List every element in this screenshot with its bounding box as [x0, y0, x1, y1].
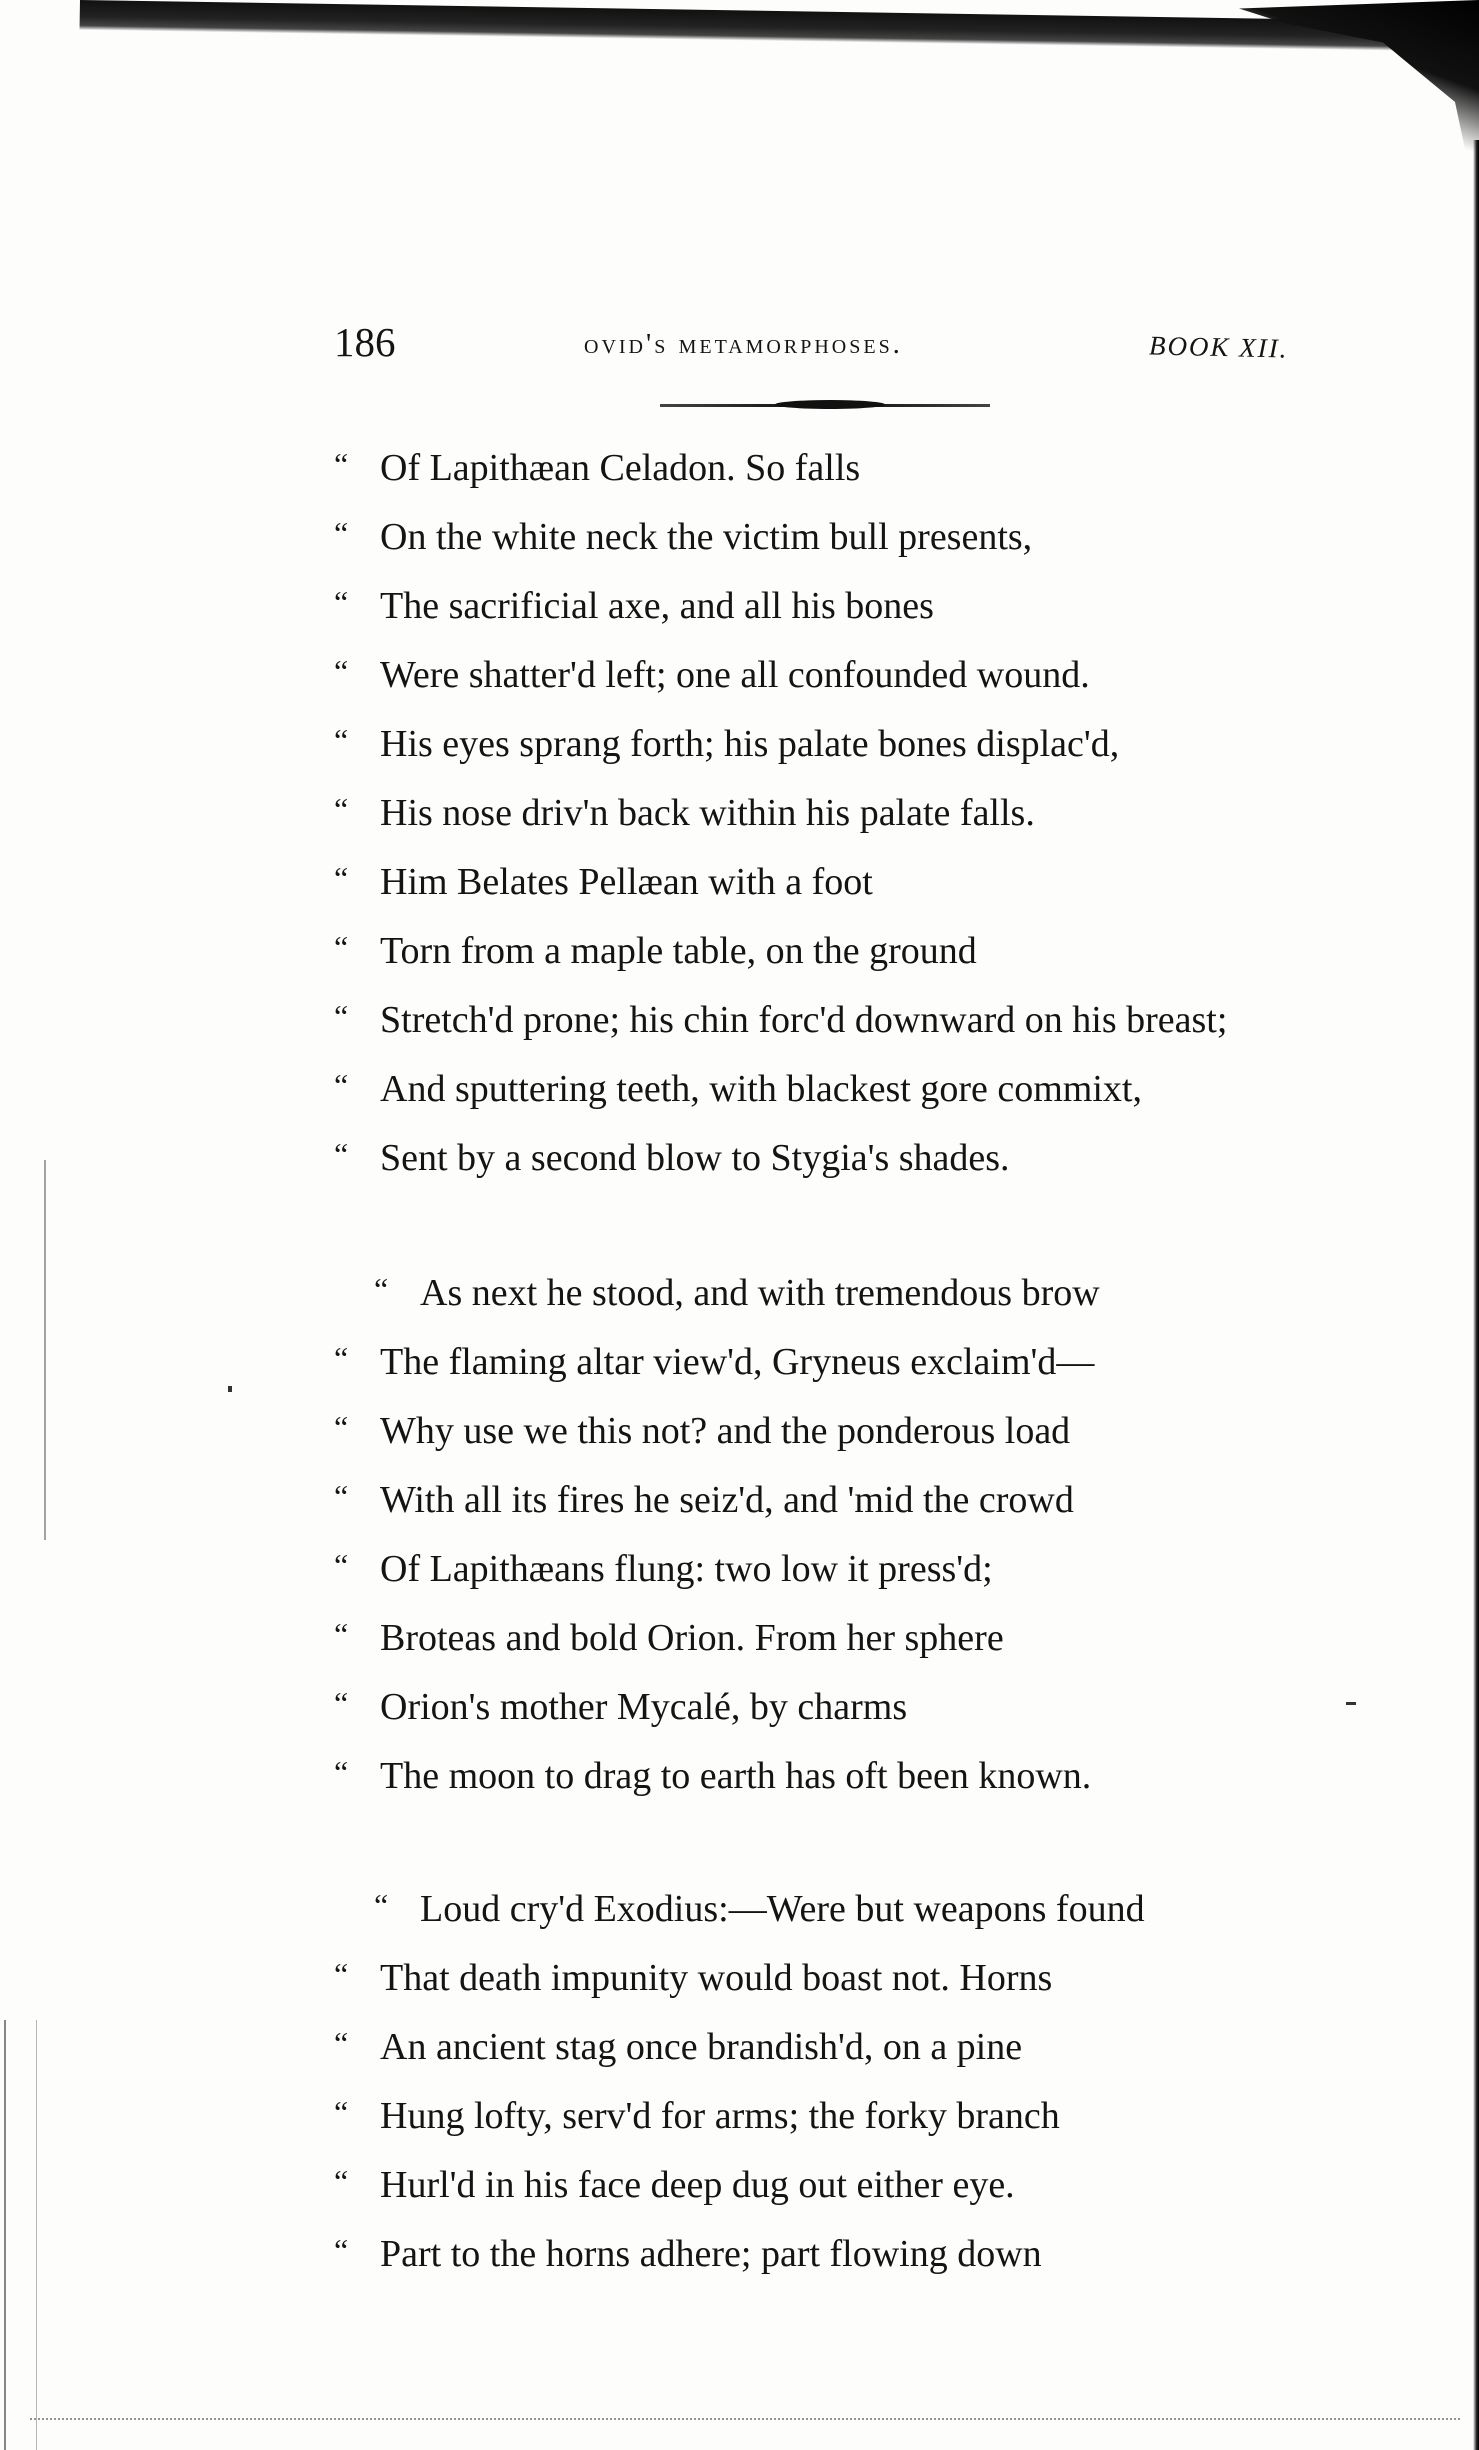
verse-line-text: Him Belates Pellæan with a foot — [380, 861, 873, 903]
book-label: BOOK XII. — [1148, 330, 1289, 364]
verse-line-text: Of Lapithæans flung: two low it press'd; — [380, 1548, 993, 1590]
verse-line — [334, 1673, 1394, 1742]
quote-mark: “ — [334, 929, 349, 965]
verse-line — [334, 917, 1394, 986]
quote-mark: “ — [374, 1887, 389, 1923]
scan-right-edge — [1473, 140, 1479, 2450]
quote-mark: “ — [334, 1754, 349, 1790]
verse-line-text: Hurl'd in his face deep dug out either eye. — [380, 2164, 1015, 2206]
verse-stanza — [334, 1875, 1394, 2289]
verse-line — [334, 1124, 1394, 1193]
verse-line-text: Stretch'd prone; his chin forc'd downward on his breast; — [380, 999, 1228, 1041]
verse-line-text: The moon to drag to earth has oft been known. — [380, 1755, 1092, 1797]
quote-mark: “ — [334, 1547, 349, 1583]
verse-line-text: Broteas and bold Orion. From her sphere — [380, 1617, 1004, 1659]
verse-line — [334, 848, 1394, 917]
quote-mark: “ — [334, 653, 349, 689]
verse-line — [334, 1535, 1394, 1604]
quote-mark: “ — [374, 1271, 389, 1307]
quote-mark: “ — [334, 2025, 349, 2061]
quote-mark: “ — [334, 1616, 349, 1652]
quote-mark: “ — [334, 2232, 349, 2268]
verse-line-text: And sputtering teeth, with blackest gore commixt, — [380, 1068, 1142, 1110]
verse-line — [334, 710, 1394, 779]
verse-line-text: Loud cry'd Exodius:—Were but weapons found — [420, 1888, 1145, 1930]
header-rule-ornament — [775, 400, 885, 409]
verse-line — [334, 1055, 1394, 1124]
quote-mark: “ — [334, 1136, 349, 1172]
verse-line-text: Were shatter'd left; one all confounded wound. — [380, 654, 1090, 696]
verse-line — [334, 572, 1394, 641]
quote-mark: “ — [334, 446, 349, 482]
verse-line — [334, 779, 1394, 848]
verse-line-text: The sacrificial axe, and all his bones — [380, 585, 934, 627]
verse-line-text: Part to the horns adhere; part flowing down — [380, 2233, 1042, 2275]
verse-line — [334, 2151, 1394, 2220]
quote-mark: “ — [334, 1685, 349, 1721]
quote-mark: “ — [334, 1340, 349, 1376]
quote-mark: “ — [334, 2094, 349, 2130]
verse-stanza — [334, 1259, 1394, 1811]
page-number: 186 — [334, 319, 396, 365]
scan-left-edge — [4, 2020, 37, 2450]
verse-line — [334, 986, 1394, 1055]
verse-line — [334, 641, 1394, 710]
quote-mark: “ — [334, 2163, 349, 2199]
quote-mark: “ — [334, 515, 349, 551]
verse-line — [334, 1397, 1394, 1466]
quote-mark: “ — [334, 860, 349, 896]
verse-line — [334, 1604, 1394, 1673]
verse-line-text: Of Lapithæan Celadon. So falls — [380, 447, 861, 489]
verse-line — [334, 1259, 1394, 1328]
verse-line-text: His nose driv'n back within his palate falls. — [380, 792, 1035, 834]
verse-line-text: Why use we this not? and the ponderous load — [380, 1410, 1071, 1452]
quote-mark: “ — [334, 1067, 349, 1103]
verse-line-text: Torn from a maple table, on the ground — [380, 930, 977, 972]
verse-line-text: The flaming altar view'd, Gryneus exclaim'd— — [380, 1341, 1095, 1383]
verse-line-text: As next he stood, and with tremendous brow — [420, 1272, 1100, 1314]
quote-mark: “ — [334, 584, 349, 620]
verse-line — [334, 2082, 1394, 2151]
quote-mark: “ — [334, 998, 349, 1034]
verse-line-text: With all its fires he seiz'd, and 'mid the crowd — [380, 1479, 1074, 1521]
quote-mark: “ — [334, 1478, 349, 1514]
scan-bottom-noise — [30, 2418, 1460, 2426]
verse-line — [334, 1875, 1394, 1944]
verse-line — [334, 1328, 1394, 1397]
quote-mark: “ — [334, 722, 349, 758]
verse-line — [334, 503, 1394, 572]
scan-speck — [228, 1386, 232, 1392]
quote-mark: “ — [334, 1956, 349, 1992]
verse-stanza — [334, 434, 1394, 1193]
verse-line-text: His eyes sprang forth; his palate bones displac'd, — [380, 723, 1120, 765]
verse-line — [334, 1742, 1394, 1811]
verse-line-text: On the white neck the victim bull presents, — [380, 516, 1033, 558]
verse-line-text: That death impunity would boast not. Horns — [380, 1957, 1053, 1999]
scan-speck — [44, 1160, 46, 1540]
verse-line — [334, 2220, 1394, 2289]
verse-line-text: Sent by a second blow to Stygia's shades. — [380, 1137, 1010, 1179]
verse-line-text: Hung lofty, serv'd for arms; the forky branch — [380, 2095, 1060, 2137]
verse-line — [334, 434, 1394, 503]
verse-line-text: Orion's mother Mycalé, by charms — [380, 1686, 908, 1728]
running-title: ovid's metamorphoses. — [584, 328, 903, 360]
running-header — [334, 318, 1334, 378]
verse-line — [334, 1944, 1394, 2013]
quote-mark: “ — [334, 1409, 349, 1445]
verse-line-text: An ancient stag once brandish'd, on a pine — [380, 2026, 1023, 2068]
verse-line — [334, 2013, 1394, 2082]
verse-line — [334, 1466, 1394, 1535]
quote-mark: “ — [334, 791, 349, 827]
